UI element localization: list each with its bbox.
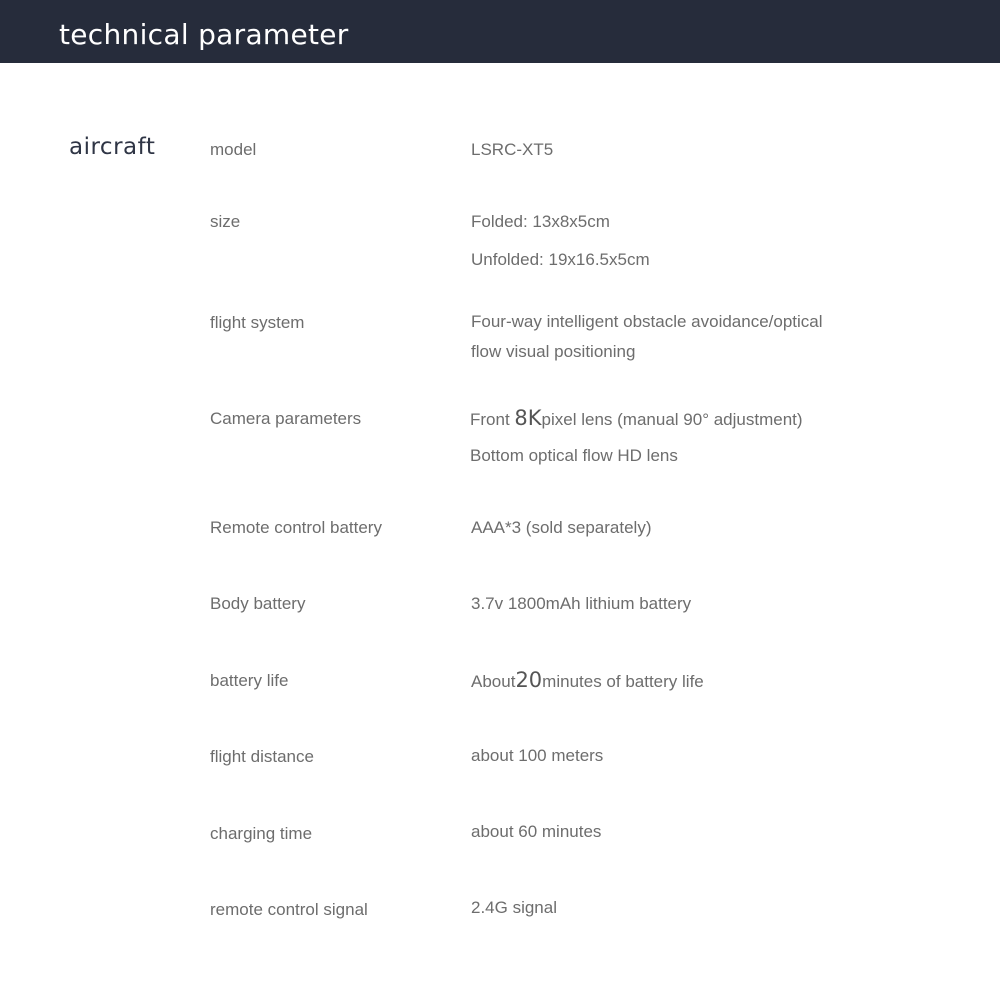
spec-value-remote-signal: 2.4G signal [471,898,557,917]
camera-resolution: 8K [514,406,542,430]
spec-value-body-battery: 3.7v 1800mAh lithium battery [471,594,692,613]
spec-label-charging-time: charging time [210,824,313,843]
spec-value-flight-system-line1: Four-way intelligent obstacle avoidance/optical [471,312,823,331]
spec-value-flight-system-line2: flow visual positioning [471,342,636,361]
spec-value-charging-time: about 60 minutes [471,822,602,841]
section-label-aircraft: aircraft [69,134,156,160]
battery-life-prefix: About [471,672,516,691]
camera-front-suffix: pixel lens (manual 90° adjustment) [541,410,803,429]
spec-label-battery-life: battery life [210,671,289,690]
battery-life-minutes: 20 [515,668,543,692]
page-header [0,0,1000,63]
spec-label-remote-battery: Remote control battery [210,518,382,537]
spec-value-remote-battery: AAA*3 (sold separately) [471,518,652,537]
camera-front-prefix: Front [470,410,515,429]
spec-label-model: model [210,140,257,159]
spec-label-flight-distance: flight distance [210,747,314,766]
spec-label-flight-system: flight system [210,313,305,332]
spec-value-battery-life [471,669,704,693]
spec-value-model: LSRC-XT5 [471,140,554,159]
spec-value-size-unfolded: Unfolded: 19x16.5x5cm [471,250,650,269]
page-title: technical parameter [59,18,349,51]
spec-label-camera: Camera parameters [210,409,362,428]
spec-value-camera-front [470,407,803,431]
spec-label-size: size [210,212,241,231]
spec-value-camera-bottom: Bottom optical flow HD lens [470,446,678,465]
spec-value-size-folded: Folded: 13x8x5cm [471,212,610,231]
battery-life-suffix: minutes of battery life [542,672,704,691]
spec-label-remote-signal: remote control signal [210,900,368,919]
spec-label-body-battery: Body battery [210,594,306,613]
spec-value-flight-distance: about 100 meters [471,746,604,765]
